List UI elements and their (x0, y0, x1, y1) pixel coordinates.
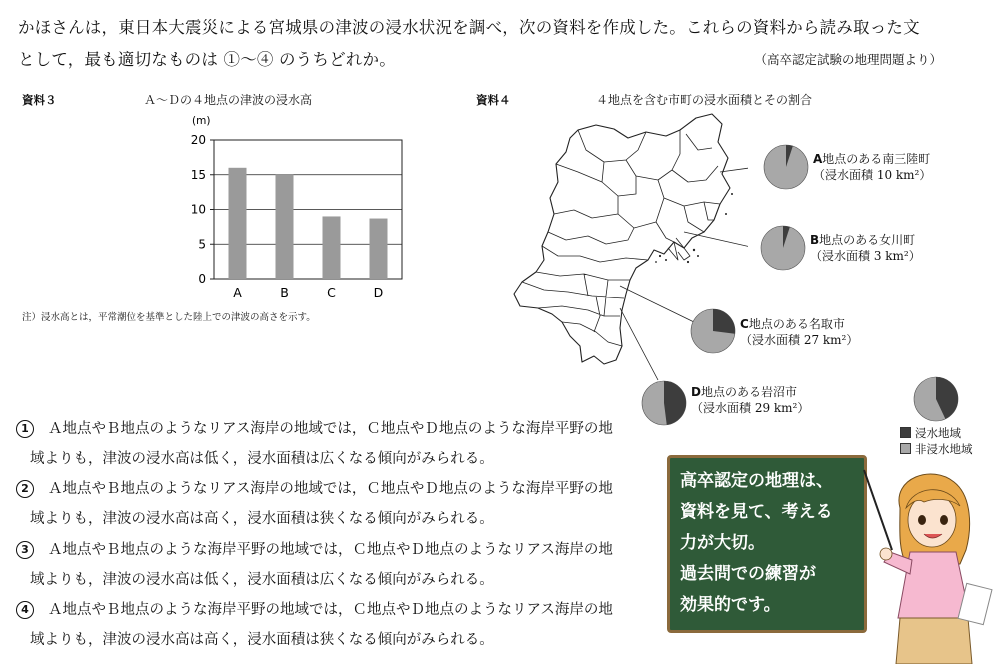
pie-a-label: A地点のある南三陸町 （浸水面積 10 km²） (813, 152, 932, 182)
x-tick-label: C (327, 285, 336, 300)
legend-not-inundated: 非浸水地域 (900, 441, 973, 457)
figure3-title: Ａ～Ｄの４地点の津波の浸水高 (144, 93, 313, 107)
option-4[interactable]: 4 Ａ地点やＢ地点のような海岸平野の地域では，Ｃ地点やＤ地点のようなリアス海岸の地 (16, 598, 613, 619)
bar-c (323, 216, 341, 279)
figure3-label: 資料３ (22, 93, 57, 107)
x-tick-label: B (280, 285, 289, 300)
pie-a (762, 143, 810, 191)
bar-chart (170, 110, 420, 305)
board-line-3: 力が大切。 (680, 533, 765, 553)
miyagi-map (508, 110, 748, 400)
y-tick-label: 20 (190, 133, 206, 147)
board-line-2: 資料を見て、考える (680, 502, 833, 522)
board-line-4: 過去問での練習が (680, 564, 816, 584)
option-4-cont: 域よりも，津波の浸水高は高く，浸水面積は狭くなる傾向がみられる。 (30, 632, 494, 648)
pie-c-label: C地点のある名取市 （浸水面積 27 km²） (740, 317, 859, 347)
figure4-title: ４地点を含む市町の浸水面積とその割合 (596, 93, 813, 107)
board-line-5: 効果的です。 (680, 595, 781, 615)
question-line-2: として，最も適切なものは ①〜④ のうちどれか。 (18, 50, 396, 69)
y-tick-label: 15 (190, 167, 206, 182)
x-tick-label: D (373, 285, 384, 300)
source-note: （高卒認定試験の地理問題より） (754, 52, 942, 67)
pie-d-label: D地点のある岩沼市 （浸水面積 29 km²） (691, 385, 810, 415)
y-axis-label: (m) (192, 115, 211, 127)
leader-line-b (684, 232, 748, 250)
option-1[interactable]: 1 Ａ地点やＢ地点のようなリアス海岸の地域では，Ｃ地点やＤ地点のような海岸平野の地 (16, 417, 613, 438)
option-1-cont: 域よりも，津波の浸水高は低く，浸水面積は広くなる傾向がみられる。 (30, 451, 494, 467)
y-tick-label: 10 (190, 202, 206, 217)
map-peninsula (676, 238, 690, 260)
option-2[interactable]: 2 Ａ地点やＢ地点のようなリアス海岸の地域では，Ｃ地点やＤ地点のような海岸平野の地 (16, 477, 613, 498)
option-3-cont: 域よりも，津波の浸水高は低く，浸水面積は広くなる傾向がみられる。 (30, 572, 494, 588)
pie-b (759, 224, 807, 272)
x-tick-label: A (233, 285, 242, 300)
figure3-note: 注）浸水高とは，平常潮位を基準とした陸上での津波の高さを示す。 (22, 312, 316, 323)
bar-a (229, 168, 247, 279)
leader-line-d (620, 308, 658, 380)
chalkboard (667, 455, 867, 633)
pie-slice-inundated (664, 381, 686, 425)
question-line-1: かほさんは，東日本大震災による宮城県の津波の浸水状況を調べ，次の資料を作成した。これらの資料から読み取った文 (18, 18, 920, 37)
legend-pie (912, 375, 960, 423)
bar-b (276, 175, 294, 279)
pie-b-label: B地点のある女川町 （浸水面積 3 km²） (810, 233, 921, 263)
option-2-cont: 域よりも，津波の浸水高は高く，浸水面積は狭くなる傾向がみられる。 (30, 511, 494, 527)
skirt (896, 618, 972, 664)
leader-line-c (620, 286, 694, 322)
y-tick-label: 5 (198, 237, 206, 252)
y-tick-label: 0 (198, 272, 206, 286)
bar-d (370, 219, 388, 279)
legend-inundated: 浸水地域 (900, 425, 961, 441)
pie-d (640, 379, 688, 427)
board-line-1: 高卒認定の地理は、 (680, 471, 833, 491)
pie-slice-inundated (713, 309, 735, 334)
teacher-illustration (862, 468, 998, 664)
pie-c (689, 307, 737, 355)
pointer-stick (864, 470, 892, 550)
figure4-label: 資料４ (476, 93, 511, 107)
option-3[interactable]: 3 Ａ地点やＢ地点のような海岸平野の地域では，Ｃ地点やＤ地点のようなリアス海岸の地 (16, 538, 613, 559)
